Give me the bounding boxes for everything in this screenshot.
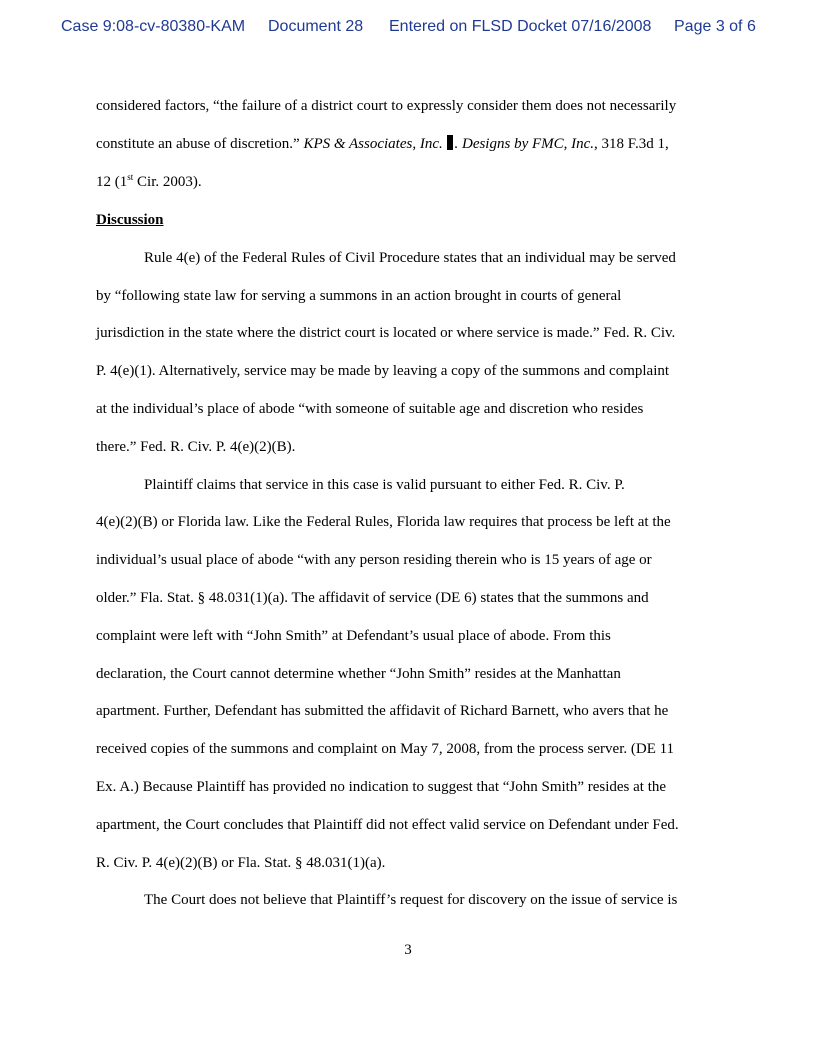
text-line: by “following state law for serving a summons in an action brought in courts of general (96, 288, 622, 304)
section-heading: Discussion (96, 212, 164, 228)
redaction-mark (447, 135, 453, 150)
document-number: Document 28 (268, 18, 364, 35)
text-line (96, 135, 669, 153)
text-line: apartment. Further, Defendant has submitted the affidavit of Richard Barnett, who avers that he (96, 703, 669, 719)
text-line: Ex. A.) Because Plaintiff has provided no indication to suggest that “John Smith” resides at the (96, 779, 667, 795)
text-segment: Cir. 2003). (133, 174, 202, 190)
text-line: at the individual’s place of abode “with someone of suitable age and discretion who resides (96, 401, 644, 417)
text-line: Rule 4(e) of the Federal Rules of Civil Procedure states that an individual may be served (144, 250, 676, 266)
text-line: 4(e)(2)(B) or Florida law. Like the Federal Rules, Florida law requires that process be left at the (96, 514, 671, 530)
text-line: older.” Fla. Stat. § 48.031(1)(a). The affidavit of service (DE 6) states that the summons and (96, 590, 649, 606)
text-line: there.” Fed. R. Civ. P. 4(e)(2)(B). (96, 439, 296, 455)
text-line: jurisdiction in the state where the district court is located or where service is made.” Fed. R. Civ. (96, 325, 676, 341)
text-segment: constitute an abuse of discretion.” (96, 136, 300, 152)
text-line: individual’s usual place of abode “with any person residing therein who is 15 years of age or (96, 552, 652, 568)
text-line: The Court does not believe that Plaintiff’s request for discovery on the issue of service is (144, 892, 678, 908)
text-line: considered factors, “the failure of a district court to expressly consider them does not necessarily (96, 98, 677, 114)
page-indicator: Page 3 of 6 (674, 18, 756, 35)
text-line: Plaintiff claims that service in this case is valid pursuant to either Fed. R. Civ. P. (144, 477, 625, 493)
superscript: st (127, 172, 134, 182)
docket-entry: Entered on FLSD Docket 07/16/2008 (389, 18, 652, 35)
text-line: complaint were left with “John Smith” at Defendant’s usual place of abode. From this (96, 628, 611, 644)
text-line: declaration, the Court cannot determine whether “John Smith” resides at the Manhattan (96, 666, 621, 682)
text-line: R. Civ. P. 4(e)(2)(B) or Fla. Stat. § 48.031(1)(a). (96, 855, 386, 871)
text-line: apartment, the Court concludes that Plaintiff did not effect valid service on Defendant under Fed. (96, 817, 679, 833)
page-number: 3 (404, 942, 412, 958)
text-line: P. 4(e)(1). Alternatively, service may be made by leaving a copy of the summons and complaint (96, 363, 670, 379)
text-line (96, 173, 202, 191)
text-line: received copies of the summons and complaint on May 7, 2008, from the process server. (DE 11 (96, 741, 675, 757)
case-citation: . Designs by FMC, Inc. (454, 136, 595, 152)
text-segment: , 318 F.3d 1, (594, 136, 669, 152)
case-number: Case 9:08-cv-80380-KAM (61, 18, 246, 35)
case-citation: KPS & Associates, Inc. (303, 136, 443, 152)
text-segment: 12 (1 (96, 174, 128, 190)
